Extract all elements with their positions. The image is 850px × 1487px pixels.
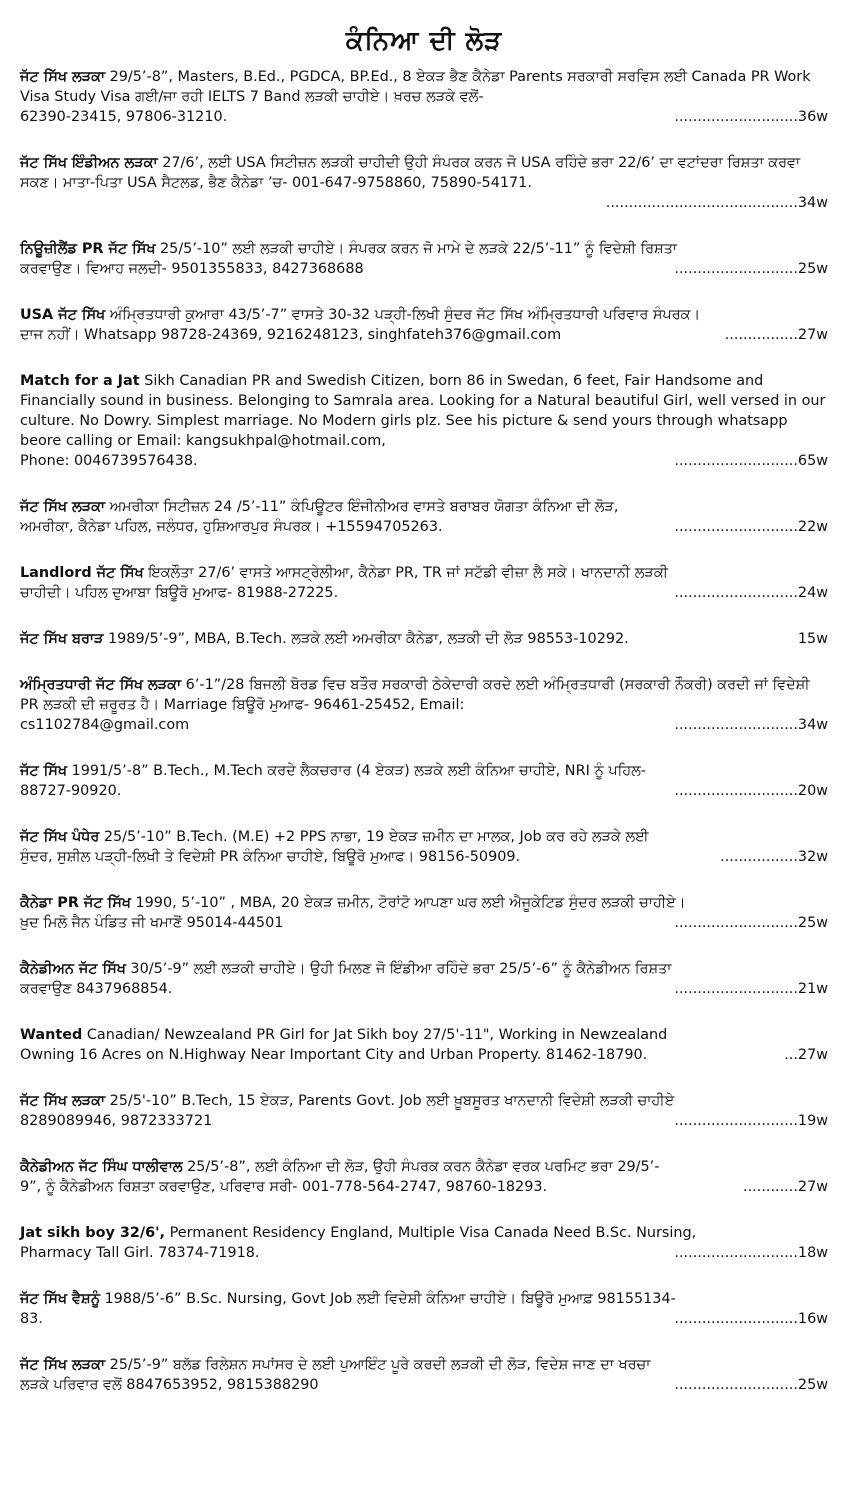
ad-body: 6’-1”/28 ਬਿਜਲੀ ਬੋਰਡ ਵਿਚ ਬਤੌਰ ਸਰਕਾਰੀ ਠੇਕੇਦਾਰੀ ਕਰਦੇ ਲਈ ਅੰਮ੍ਰਿਤਧਾਰੀ (ਸਰਕਾਰੀ ਨੌਕਰੀ) ਕਰਦੀ ਜਾਂ ਵਿਦੇਸ਼ੀ PR ਲੜਕੀ ਦੀ ਜ਼ਰੂਰਤ ਹੈ। Marriage ਬਿਊਰੋ ਮੁਆਫ- 96461-25452, Email: — [20, 677, 810, 713]
ad-heading: ਨਿਊਜ਼ੀਲੈਂਡ PR ਜੱਟ ਸਿੱਖ — [20, 241, 156, 257]
ad-body: 29/5’-8”, Masters, B.Ed., PGDCA, BP.Ed., 8 ਏਕੜ ਭੈਣ ਕੈਨੇਡਾ Parents ਸਰਕਾਰੀ ਸਰਵਿਸ ਲਈ Canada PR Work Visa Study Visa ਗਈ/ਜਾ ਰਹੀ IELTS 7 Band ਲੜਕੀ ਚਾਹੀਏ। ਖ਼ਰਚ ਲੜਕੇ ਵਲੋਂ- — [20, 69, 811, 105]
classified-ad — [20, 761, 828, 801]
classified-ad — [20, 959, 828, 999]
ad-text — [20, 893, 828, 913]
ad-code: ...........................21w — [674, 981, 828, 997]
ad-text — [20, 497, 828, 517]
ad-last-line — [20, 629, 828, 649]
ad-heading: Match for a Jat — [20, 373, 140, 389]
ad-heading: ਕੈਨੇਡੀਅਨ ਜੱਟ ਸਿੰਘ ਧਾਲੀਵਾਲ — [20, 1159, 183, 1175]
ad-heading: ਜੱਟ ਸਿੱਖ ਇੰਡੀਅਨ ਲੜਕਾ — [20, 155, 158, 171]
ad-contact: ਚਾਹੀਦੀ। ਪਹਿਲ ਦੁਆਬਾ ਬਿਊਰੋ ਮੁਆਫ- 81988-27225. — [20, 585, 339, 601]
classified-ad — [20, 305, 828, 345]
ad-body: 25/5'-10” B.Tech, 15 ਏਕੜ, Parents Govt. Job ਲਈ ਖ਼ੂਬਸੂਰਤ ਖਾਨਦਾਨੀ ਵਿਦੇਸ਼ੀ ਲੜਕੀ ਚਾਹੀਏ — [105, 1093, 675, 1109]
ad-contact: ਕਰਵਾਉਣ 8437968854. — [20, 981, 173, 997]
ad-contact: 83. — [20, 1311, 43, 1327]
ad-heading: ਜੱਟ ਸਿੱਖ — [20, 763, 67, 779]
classified-ad — [20, 1223, 828, 1263]
ad-contact: ਜੱਟ ਸਿੱਖ ਬਰਾੜ 1989/5’-9”, MBA, B.Tech. ਲੜਕੇ ਲਈ ਅਮਰੀਕਾ ਕੈਨੇਡਾ, ਲੜਕੀ ਦੀ ਲੋੜ 98553-10292. — [20, 631, 629, 647]
ad-body: ਇਕਲੌਤਾ 27/6’ ਵਾਸਤੇ ਆਸਟ੍ਰੇਲੀਆ, ਕੈਨੇਡਾ PR, TR ਜਾਂ ਸਟੱਡੀ ਵੀਜ਼ਾ ਲੈ ਸਕੇ। ਖਾਨਦਾਨੀ ਲੜਕੀ — [143, 565, 668, 581]
ad-contact: 62390-23415, 97806-31210. — [20, 109, 228, 125]
ad-code: .................32w — [720, 849, 828, 865]
ad-text — [20, 239, 828, 259]
ad-last-line — [20, 913, 828, 933]
ad-code: ............27w — [743, 1179, 828, 1195]
ad-body: Sikh Canadian PR and Swedish Citizen, born 86 in Swedan, 6 feet, Fair Handsome and Financially sound in business. Belonging to Samrala area. Looking for a Natural beautiful Girl, well versed in our culture. No Dowry. Simplest marriage. No Modern girls plz. See his picture & send yours through whatsapp beore calling or Email: kangsukhpal@hotmail.com, — [20, 373, 826, 449]
ad-code: ...........................65w — [674, 453, 828, 469]
ad-body: 1991/5’-8” B.Tech., M.Tech ਕਰਦੇ ਲੈਕਚਰਾਰ (4 ਏਕੜ) ਲੜਕੇ ਲਈ ਕੰਨਿਆ ਚਾਹੀਏ, NRI ਨੂੰ ਪਹਿਲ- — [66, 763, 646, 779]
ad-body: Permanent Residency England, Multiple Visa Canada Need B.Sc. Nursing, — [165, 1225, 697, 1241]
ad-text — [20, 827, 828, 847]
ad-contact: ਦਾਜ ਨਹੀਂ। Whatsapp 98728-24369, 9216248123, singhfateh376@gmail.com — [20, 327, 562, 343]
ad-last-line — [20, 1309, 828, 1329]
ad-code: ...........................36w — [674, 109, 828, 125]
ad-body: 30/5’-9” ਲਈ ਲੜਕੀ ਚਾਹੀਏ। ਉਹੀ ਮਿਲਣ ਜੋ ਇੰਡੀਆ ਰਹਿੰਦੇ ਭਰਾ 25/5’-6” ਨੂੰ ਕੈਨੇਡੀਅਨ ਰਿਸ਼ਤਾ — [125, 961, 672, 977]
ad-body: 1988/5’-6” B.Sc. Nursing, Govt Job ਲਈ ਵਿਦੇਸ਼ੀ ਕੰਨਿਆ ਚਾਹੀਏ। ਬਿਊਰੋ ਮੁਆਫ਼ 98155134- — [99, 1291, 676, 1307]
ad-contact: ਕਰਵਾਉਣ। ਵਿਆਹ ਜਲਦੀ- 9501355833, 8427368688 — [20, 261, 364, 277]
classified-ad — [20, 497, 828, 537]
classified-ad — [20, 1091, 828, 1131]
classified-ad — [20, 1289, 828, 1329]
ad-heading: ਜੱਟ ਸਿੱਖ ਪੰਧੇਰ — [20, 829, 100, 845]
classified-ad — [20, 563, 828, 603]
ad-last-line — [20, 451, 828, 471]
ad-code: 15w — [797, 631, 828, 647]
ad-code: ...........................20w — [674, 783, 828, 799]
ad-last-line — [20, 1375, 828, 1395]
ad-heading: ਕੈਨੇਡੀਅਨ ਜੱਟ ਸਿੱਖ — [20, 961, 126, 977]
ad-body: ਅੰਮ੍ਰਿਤਧਾਰੀ ਕੁਆਰਾ 43/5’-7” ਵਾਸਤੇ 30-32 ਪੜ੍ਹੀ-ਲਿਖੀ ਸੁੰਦਰ ਜੱਟ ਸਿੱਖ ਅੰਮ੍ਰਿਤਧਾਰੀ ਪਰਿਵਾਰ ਸੰਪਰਕ। — [105, 307, 701, 323]
classified-ad — [20, 67, 828, 127]
ad-last-line — [20, 715, 828, 735]
ad-code: ...........................19w — [674, 1113, 828, 1129]
ad-heading: ਅੰਮ੍ਰਿਤਧਾਰੀ ਜੱਟ ਸਿੱਖ ਲੜਕਾ — [20, 677, 182, 693]
classified-ad — [20, 675, 828, 735]
classified-ad — [20, 827, 828, 867]
ad-text — [20, 67, 828, 107]
ad-heading: ਜੱਟ ਸਿੱਖ ਲੜਕਾ — [20, 1357, 106, 1373]
ad-code: ...........................34w — [674, 717, 828, 733]
ad-heading: ਕੈਨੇਡਾ PR ਜੱਟ ਸਿੱਖ — [20, 895, 131, 911]
ad-text — [20, 153, 828, 193]
ad-contact: Phone: 0046739576438. — [20, 453, 198, 469]
ad-body: 25/5’-8”, ਲਈ ਕੰਨਿਆ ਦੀ ਲੋੜ, ਉਹੀ ਸੰਪਰਕ ਕਰਨ ਕੈਨੇਡਾ ਵਰਕ ਪਰਮਿਟ ਭਰਾ 29/5’- — [182, 1159, 660, 1175]
ad-last-line — [20, 193, 828, 213]
ad-last-line — [20, 1045, 828, 1065]
ad-code: ...........................16w — [674, 1311, 828, 1327]
ad-text — [20, 761, 828, 781]
ad-body: 25/5’-10” B.Tech. (M.E) +2 PPS ਨਾਭਾ, 19 ਏਕੜ ਜ਼ਮੀਨ ਦਾ ਮਾਲਕ, Job ਕਰ ਰਹੇ ਲੜਕੇ ਲਈ — [99, 829, 649, 845]
ad-contact: 88727-90920. — [20, 783, 122, 799]
ad-code: ...........................24w — [674, 585, 828, 601]
ad-heading: ਜੱਟ ਸਿੱਖ ਵੈਸ਼ਨੂੰ — [20, 1291, 100, 1307]
ad-heading: USA ਜੱਟ ਸਿੱਖ — [20, 307, 106, 323]
ad-text — [20, 959, 828, 979]
ad-heading: ਜੱਟ ਸਿੱਖ ਲੜਕਾ — [20, 1093, 106, 1109]
ad-last-line — [20, 979, 828, 999]
ad-contact: cs1102784@gmail.com — [20, 717, 190, 733]
classified-ad — [20, 1025, 828, 1065]
classified-ad — [20, 629, 828, 649]
ad-last-line — [20, 1243, 828, 1263]
ad-code: ................27w — [724, 327, 828, 343]
ad-contact: ਸੁੰਦਰ, ਸੁਸ਼ੀਲ ਪੜ੍ਹੀ-ਲਿਖੀ ਤੇ ਵਿਦੇਸ਼ੀ PR ਕੰਨਿਆ ਚਾਹੀਏ, ਬਿਊਰੋ ਮੁਆਫ। 98156-50909. — [20, 849, 521, 865]
ad-code: ...........................25w — [674, 1377, 828, 1393]
ad-contact: Pharmacy Tall Girl. 78374-71918. — [20, 1245, 260, 1261]
ad-text — [20, 1289, 828, 1309]
ad-body: 1990, 5’-10” , MBA, 20 ਏਕੜ ਜ਼ਮੀਨ, ਟੋਰਾਂਟੋ ਆਪਣਾ ਘਰ ਲਈ ਐਜੂਕੇਟਿਡ ਸੁੰਦਰ ਲੜਕੀ ਚਾਹੀਏ। — [130, 895, 686, 911]
page-title: ਕੰਨਿਆ ਦੀ ਲੋੜ — [345, 26, 503, 56]
ad-text — [20, 1223, 828, 1243]
ad-contact: ਖ਼ੁਦ ਮਿਲੋ ਜੈਨ ਪੰਡਿਤ ਜੀ ਖਮਾਣੋਂ 95014-44501 — [20, 915, 284, 931]
ad-text — [20, 1355, 828, 1375]
ad-text — [20, 675, 828, 715]
ad-code: ...........................22w — [674, 519, 828, 535]
ads-list — [20, 67, 828, 1395]
ad-text — [20, 305, 828, 325]
ad-text — [20, 1091, 828, 1111]
ad-code: ...........................25w — [674, 261, 828, 277]
ad-last-line — [20, 847, 828, 867]
ad-last-line — [20, 781, 828, 801]
ad-contact: Owning 16 Acres on N.Highway Near Important City and Urban Property. 81462-18790. — [20, 1047, 648, 1063]
ad-code: ...27w — [784, 1047, 828, 1063]
ad-last-line — [20, 517, 828, 537]
ad-contact: ਅਮਰੀਕਾ, ਕੈਨੇਡਾ ਪਹਿਲ, ਜਲੰਧਰ, ਹੁਸ਼ਿਆਰਪੁਰ ਸੰਪਰਕ। +15594705263. — [20, 519, 443, 535]
ad-last-line — [20, 259, 828, 279]
ad-heading: Jat sikh boy 32/6', — [20, 1225, 166, 1241]
ad-body: 25/5’-10” ਲਈ ਲੜਕੀ ਚਾਹੀਏ। ਸੰਪਰਕ ਕਰਨ ਜੋ ਮਾਮੇ ਦੇ ਲੜਕੇ 22/5’-11” ਨੂੰ ਵਿਦੇਸ਼ੀ ਰਿਸ਼ਤਾ — [155, 241, 677, 257]
ad-text — [20, 1025, 828, 1045]
ad-heading: ਜੱਟ ਸਿੱਖ ਲੜਕਾ — [20, 499, 106, 515]
ad-contact: ਲੜਕੇ ਪਰਿਵਾਰ ਵਲੋਂ 8847653952, 9815388290 — [20, 1377, 319, 1393]
ad-text — [20, 371, 828, 451]
ad-last-line — [20, 107, 828, 127]
ad-body: 25/5’-9” ਬਲੱਡ ਰਿਲੇਸ਼ਨ ਸਪਾਂਸਰ ਦੇ ਲਈ ਪੁਆਇੰਟ ਪੂਰੇ ਕਰਦੀ ਲੜਕੀ ਦੀ ਲੋੜ, ਵਿਦੇਸ਼ ਜਾਣ ਦਾ ਖਰਚਾ — [105, 1357, 651, 1373]
ad-last-line — [20, 325, 828, 345]
ad-body: Canadian/ Newzealand PR Girl for Jat Sikh boy 27/5'-11", Working in Newzealand — [82, 1027, 668, 1043]
classified-ad — [20, 1157, 828, 1197]
ad-contact: 8289089946, 9872333721 — [20, 1113, 213, 1129]
ad-body: 27/6’, ਲਈ USA ਸਿਟੀਜ਼ਨ ਲੜਕੀ ਚਾਹੀਦੀ ਉਹੀ ਸੰਪਰਕ ਕਰਨ ਜੋ USA ਰਹਿੰਦੇ ਭਰਾ 22/6’ ਦਾ ਵਟਾਂਦਰਾ ਰਿਸ਼ਤਾ ਕਰਵਾ ਸਕਣ। ਮਾਤਾ-ਪਿਤਾ USA ਸੈਟਲਡ, ਭੈਣ ਕੈਨੇਡਾ ’ਚ- 001-647-9758860, 75890-54171. — [20, 155, 801, 191]
classified-ad — [20, 1355, 828, 1395]
classified-ad — [20, 371, 828, 471]
ad-heading: ਜੱਟ ਸਿੱਖ ਲੜਕਾ — [20, 69, 106, 85]
ad-code: ..........................................34w — [605, 195, 828, 211]
ad-last-line — [20, 1111, 828, 1131]
ad-code: ...........................18w — [674, 1245, 828, 1261]
ad-heading: ਜੱਟ ਸਿੱਖ ਬਰਾੜ — [20, 631, 104, 647]
ad-text — [20, 563, 828, 583]
ad-heading: Landlord ਜੱਟ ਸਿੱਖ — [20, 565, 144, 581]
classified-ad — [20, 153, 828, 213]
classified-ad — [20, 893, 828, 933]
ad-body: ਅਮਰੀਕਾ ਸਿਟੀਜ਼ਨ 24 /5’-11” ਕੰਪਿਊਟਰ ਇੰਜੀਨੀਅਰ ਵਾਸਤੇ ਬਰਾਬਰ ਯੋਗਤਾ ਕੰਨਿਆ ਦੀ ਲੋੜ, — [105, 499, 619, 515]
classified-ad — [20, 239, 828, 279]
ad-code: ...........................25w — [674, 915, 828, 931]
ad-text — [20, 1157, 828, 1177]
ad-heading: Wanted — [20, 1027, 83, 1043]
ad-contact: 9”, ਨੂੰ ਕੈਨੇਡੀਅਨ ਰਿਸ਼ਤਾ ਕਰਵਾਉਣ, ਪਰਿਵਾਰ ਸਰੀ- 001-778-564-2747, 98760-18293. — [20, 1179, 548, 1195]
ad-last-line — [20, 1177, 828, 1197]
ad-last-line — [20, 583, 828, 603]
